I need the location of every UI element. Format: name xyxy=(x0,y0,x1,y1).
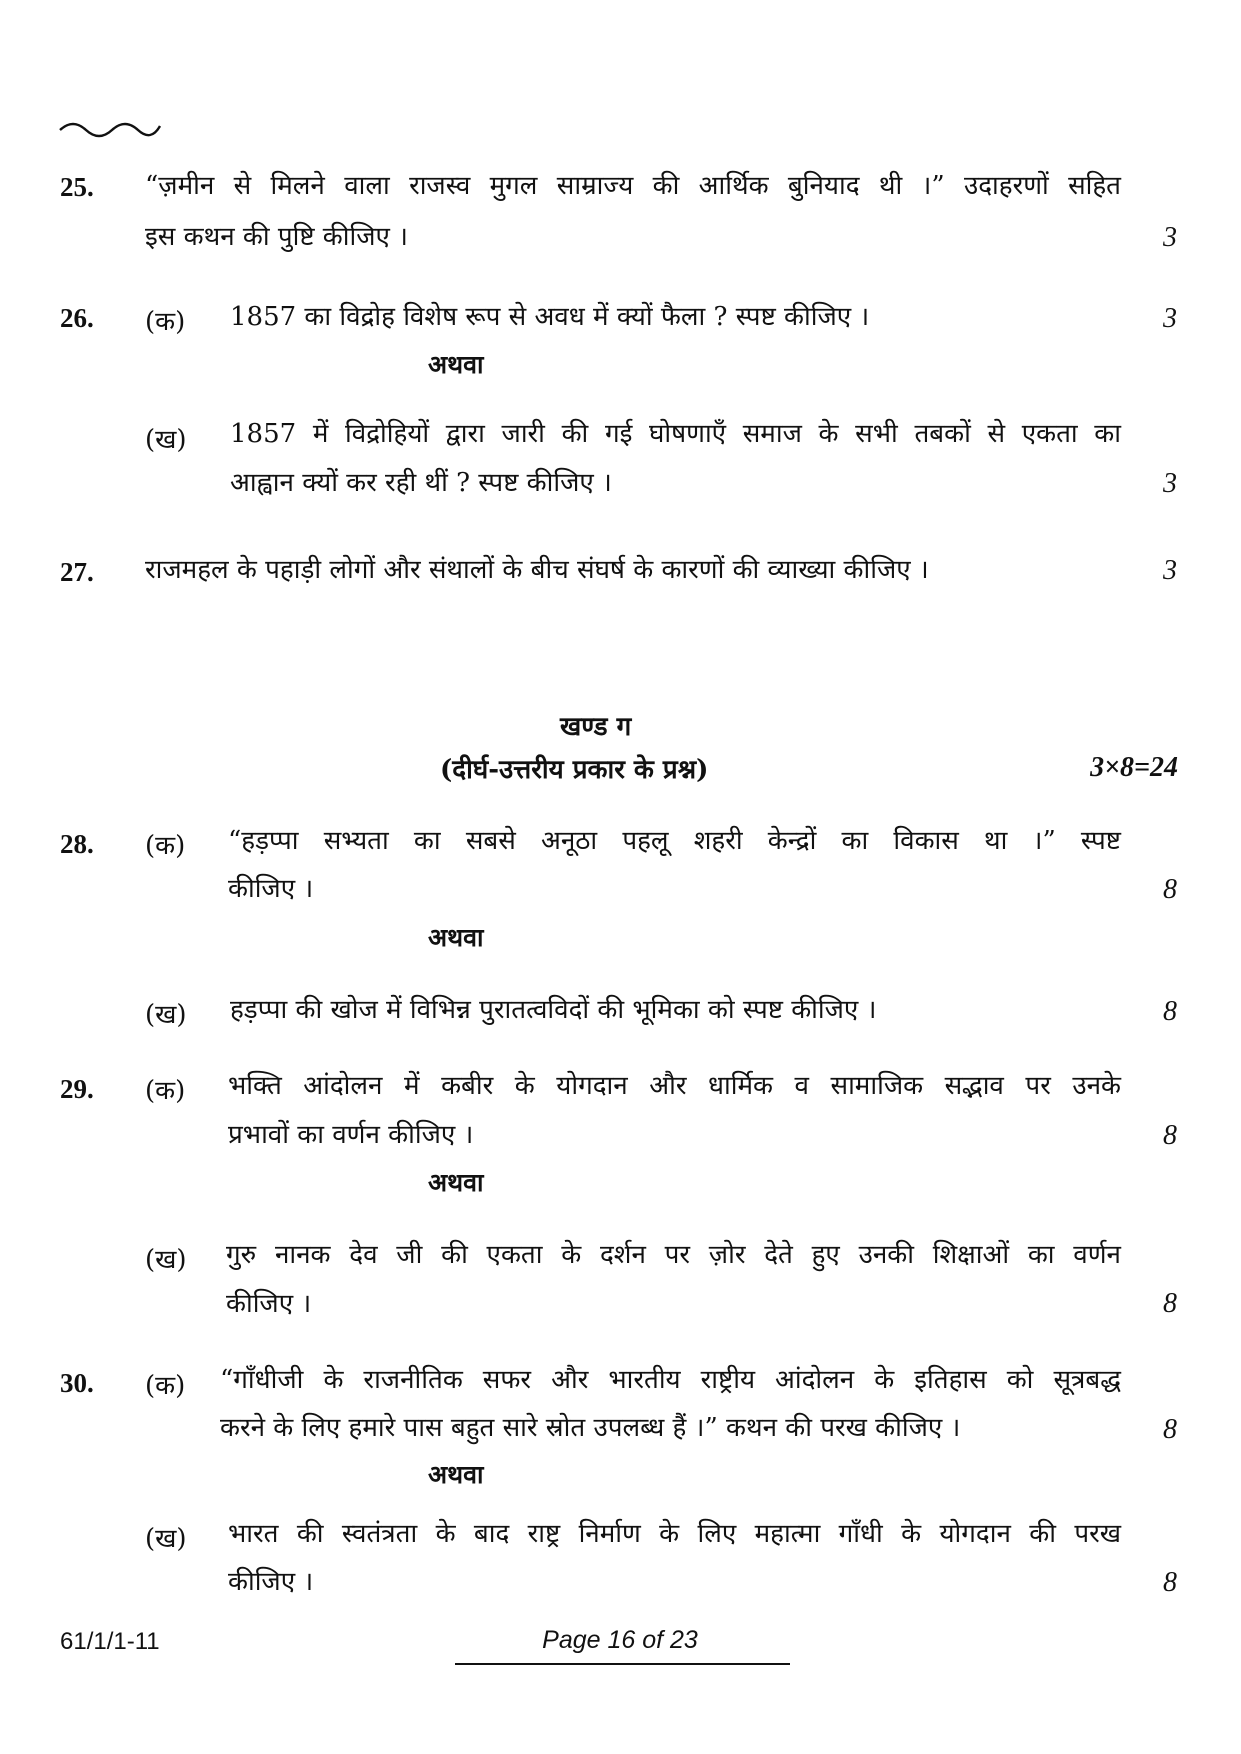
question-text-line: “ज़मीन से मिलने वाला राजस्व मुगल साम्राज्य की आर्थिक बुनियाद थी ।” उदाहरणों सहित xyxy=(145,171,1121,201)
question-number: 30. xyxy=(60,1368,94,1398)
section-title: खण्ड ग xyxy=(560,712,632,742)
option-text-line: 1857 में विद्रोहियों द्वारा जारी की गई घोषणाएँ समाज के सभी तबकों से एकता का xyxy=(230,419,1121,449)
option-text-line: भक्ति आंदोलन में कबीर के योगदान और धार्मिक व सामाजिक सद्भाव पर उनके xyxy=(228,1071,1121,1101)
question-number: 25. xyxy=(60,172,94,202)
section-subtitle: (दीर्घ-उत्तरीय प्रकार के प्रश्न) xyxy=(440,755,709,785)
option-label: (क) xyxy=(145,1076,186,1106)
marks: 8 xyxy=(1163,1414,1177,1445)
question-text-line: इस कथन की पुष्टि कीजिए । xyxy=(145,222,409,252)
question-number: 27. xyxy=(60,557,94,587)
option-text-line: गुरु नानक देव जी की एकता के दर्शन पर ज़ोर देते हुए उनकी शिक्षाओं का वर्णन xyxy=(226,1240,1121,1270)
or-divider: अथवा xyxy=(428,350,484,379)
footer-divider xyxy=(455,1663,790,1665)
option-label: (ख) xyxy=(145,1000,187,1030)
marks: 8 xyxy=(1163,1288,1177,1319)
marks: 3 xyxy=(1163,468,1177,499)
option-text: हड़प्पा की खोज में विभिन्न पुरातत्वविदों की भूमिका को स्पष्ट कीजिए । xyxy=(230,995,877,1025)
question-number: 26. xyxy=(60,303,94,333)
paper-code: 61/1/1-11 xyxy=(60,1628,160,1655)
option-text-line: करने के लिए हमारे पास बहुत सारे स्रोत उपलब्ध हैं ।” कथन की परख कीजिए । xyxy=(220,1413,961,1443)
option-text: 1857 का विद्रोह विशेष रूप से अवध में क्यों फैला ? स्पष्ट कीजिए । xyxy=(230,302,870,332)
option-text-line: आह्वान क्यों कर रही थीं ? स्पष्ट कीजिए । xyxy=(230,468,612,498)
option-label: (ख) xyxy=(145,1524,187,1554)
section-marks: 3×8=24 xyxy=(1090,752,1178,783)
option-text-line: “गाँधीजी के राजनीतिक सफर और भारतीय राष्ट्रीय आंदोलन के इतिहास को सूत्रबद्ध xyxy=(220,1365,1121,1395)
option-label: (क) xyxy=(145,831,186,861)
option-label: (क) xyxy=(145,1371,186,1401)
option-text-line: कीजिए । xyxy=(226,1289,312,1319)
wavy-continuation-mark xyxy=(58,116,162,140)
option-text-line: कीजिए । xyxy=(228,1567,314,1597)
marks: 8 xyxy=(1163,1120,1177,1151)
option-text-line: प्रभावों का वर्णन कीजिए । xyxy=(228,1120,474,1150)
marks: 8 xyxy=(1163,996,1177,1027)
question-text-line: राजमहल के पहाड़ी लोगों और संथालों के बीच संघर्ष के कारणों की व्याख्या कीजिए । xyxy=(145,555,929,585)
marks: 3 xyxy=(1163,303,1177,334)
or-divider: अथवा xyxy=(428,923,484,952)
question-number: 29. xyxy=(60,1074,94,1104)
option-text-line: कीजिए । xyxy=(228,874,314,904)
marks: 8 xyxy=(1163,874,1177,905)
option-label: (ख) xyxy=(145,1245,187,1275)
marks: 8 xyxy=(1163,1567,1177,1598)
marks: 3 xyxy=(1163,222,1177,253)
question-number: 28. xyxy=(60,829,94,859)
option-label: (क) xyxy=(145,307,186,337)
page-number: Page 16 of 23 xyxy=(542,1626,698,1654)
option-text-line: “हड़प्पा सभ्यता का सबसे अनूठा पहलू शहरी केन्द्रों का विकास था ।” स्पष्ट xyxy=(228,826,1121,856)
option-label: (ख) xyxy=(145,425,187,455)
option-text-line: भारत की स्वतंत्रता के बाद राष्ट्र निर्माण के लिए महात्मा गाँधी के योगदान की परख xyxy=(228,1519,1121,1549)
or-divider: अथवा xyxy=(428,1168,484,1197)
marks: 3 xyxy=(1163,555,1177,586)
or-divider: अथवा xyxy=(428,1460,484,1489)
